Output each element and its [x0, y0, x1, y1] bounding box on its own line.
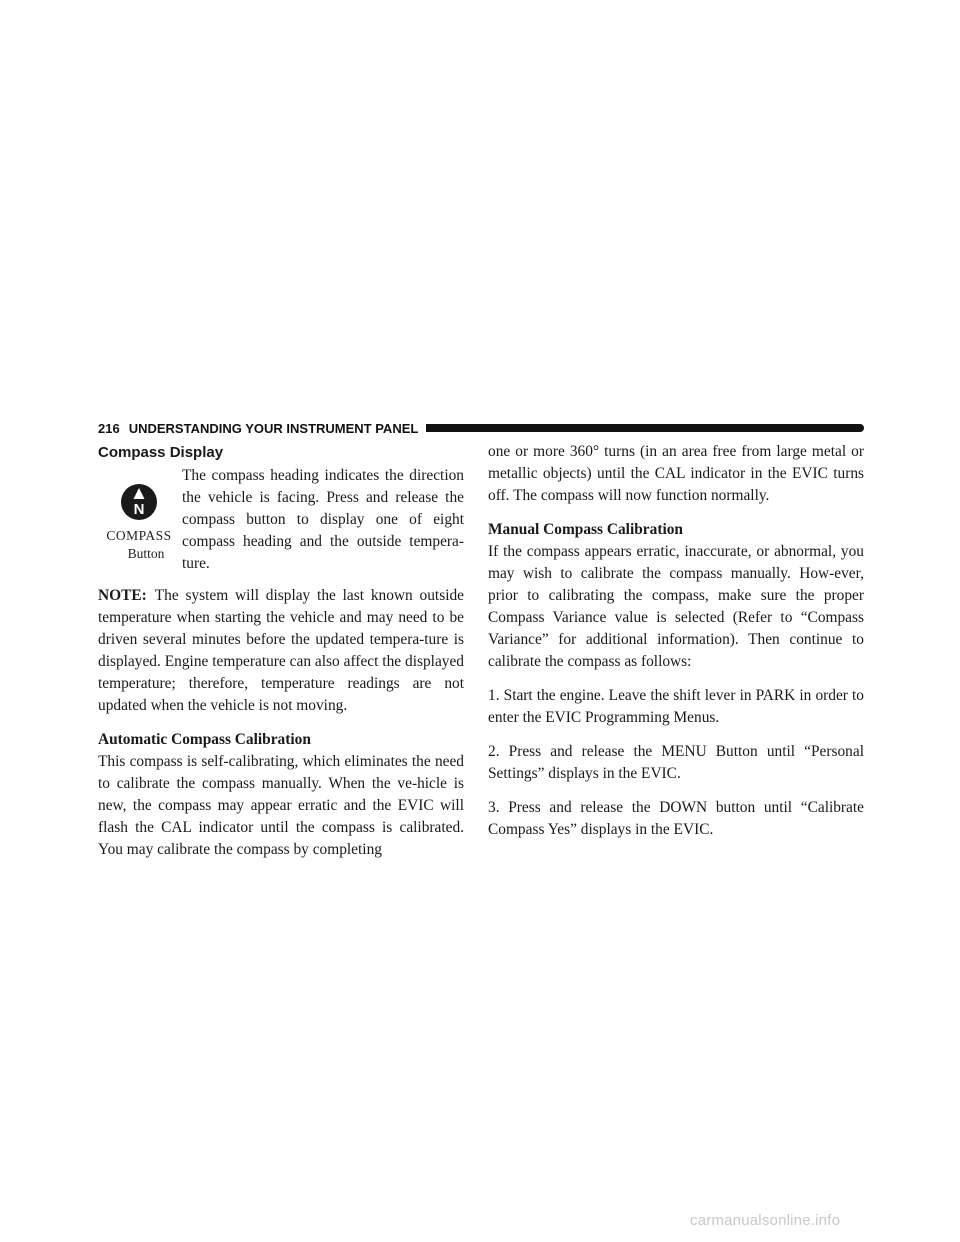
- caption-compass: COMPASS: [106, 528, 172, 543]
- note-paragraph: [98, 585, 464, 717]
- chapter-title: UNDERSTANDING YOUR INSTRUMENT PANEL: [128, 420, 419, 436]
- compass-caption: [98, 527, 180, 563]
- section-title: Compass Display: [98, 444, 224, 461]
- left-column: [98, 443, 464, 873]
- header-rule: [426, 424, 864, 432]
- step-2: 2. Press and release the MENU Button until “Personal Settings” displays in the EVIC.: [488, 743, 864, 782]
- right-column: [488, 441, 864, 853]
- manual-calibration-text: If the compass appears erratic, inaccurate, or abnormal, you may wish to calibrate the compass manually. How-ever, prior to calibrating the compass, make sure the proper Compass Variance value is selected (Refer to “Compass Variance” for additional information). Then continue to calibrate the compass as follows:: [488, 543, 864, 670]
- compass-figure: [98, 465, 180, 563]
- note-text: The system will display the last known outside temperature when starting the vehicle and may need to be driven several minutes before the updated tempera-ture is displayed. Engine temperature can also affect the displayed temperature; therefore, temperature readings are not updated when the vehicle is not moving.: [98, 587, 464, 714]
- compass-block: [98, 465, 464, 575]
- watermark: carmanualsonline.info: [690, 1212, 841, 1229]
- step-3: 3. Press and release the DOWN button until “Calibrate Compass Yes” displays in the EVIC.: [488, 799, 864, 838]
- caption-button: Button: [127, 546, 165, 561]
- compass-icon: [120, 483, 158, 521]
- note-label: NOTE:: [98, 587, 147, 604]
- continuation-text: one or more 360° turns (in an area free from large metal or metallic objects) until the CAL indicator in the EVIC turns off. The compass will now function normally.: [488, 443, 864, 504]
- compass-intro-text: The compass heading indicates the direction the vehicle is facing. Press and release the compass button to display one of eight compass heading and the outside tempera-ture.: [182, 467, 464, 572]
- step-1: 1. Start the engine. Leave the shift lever in PARK in order to enter the EVIC Programming Menus.: [488, 687, 864, 726]
- manual-calibration-title: Manual Compass Calibration: [488, 521, 683, 538]
- page-number: 216: [98, 420, 120, 436]
- page-header: [98, 418, 864, 438]
- auto-calibration-text: This compass is self-calibrating, which eliminates the need to calibrate the compass manually. When the ve-hicle is new, the compass may appear erratic and the EVIC will flash the CAL indicator until the compass is calibrated. You may calibrate the compass by completing: [98, 753, 464, 858]
- svg-text:N: N: [133, 501, 145, 518]
- auto-calibration-title: Automatic Compass Calibration: [98, 731, 311, 748]
